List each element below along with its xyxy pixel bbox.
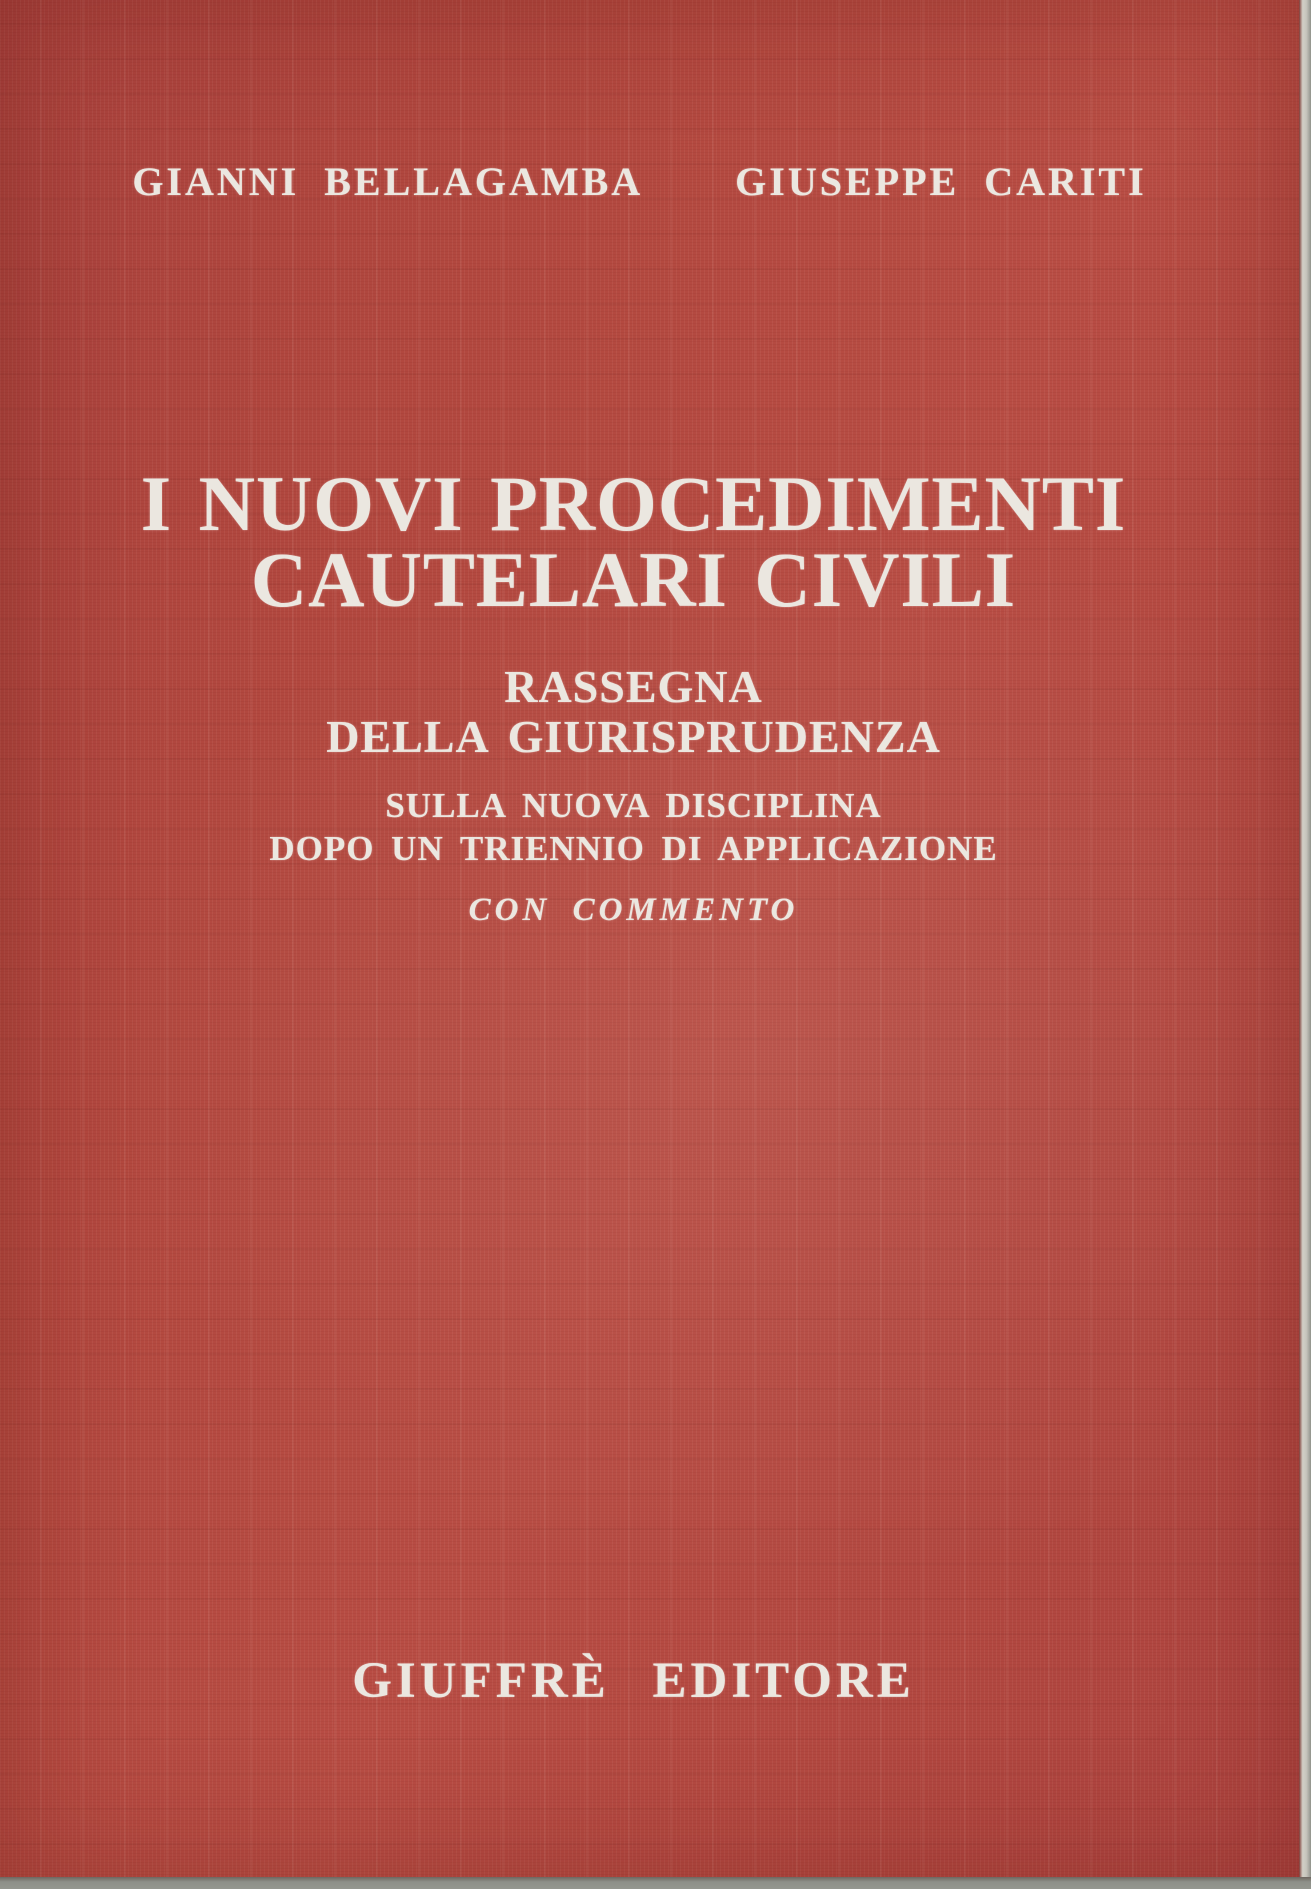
book-subtitle-line-1: RASSEGNA	[504, 661, 763, 712]
book-title-line-1: I NUOVI PROCEDIMENTI	[140, 460, 1127, 547]
commentary-note: CON COMMENTO	[468, 892, 799, 928]
book-title-line-2: CAUTELARI CIVILI	[250, 536, 1017, 623]
author-name-bellagamba: GIANNI BELLAGAMBA	[132, 159, 644, 204]
book-subtitle-line-2: DELLA GIURISPRUDENZA	[326, 711, 941, 762]
author-name-cariti: GIUSEPPE CARITI	[735, 159, 1147, 204]
scan-right-page-edge	[1299, 0, 1311, 1889]
publisher-name: GIUFFRÈ EDITORE	[352, 1653, 915, 1709]
edition-note-line-1: SULLA NUOVA DISCIPLINA	[385, 786, 882, 825]
edition-note	[0, 784, 1283, 870]
scan-bottom-edge	[0, 1877, 1311, 1889]
book-title	[0, 460, 1283, 623]
edition-note-line-2: DOPO UN TRIENNIO DI APPLICAZIONE	[269, 829, 998, 868]
book-subtitle	[0, 662, 1283, 762]
author-line	[0, 158, 1289, 205]
